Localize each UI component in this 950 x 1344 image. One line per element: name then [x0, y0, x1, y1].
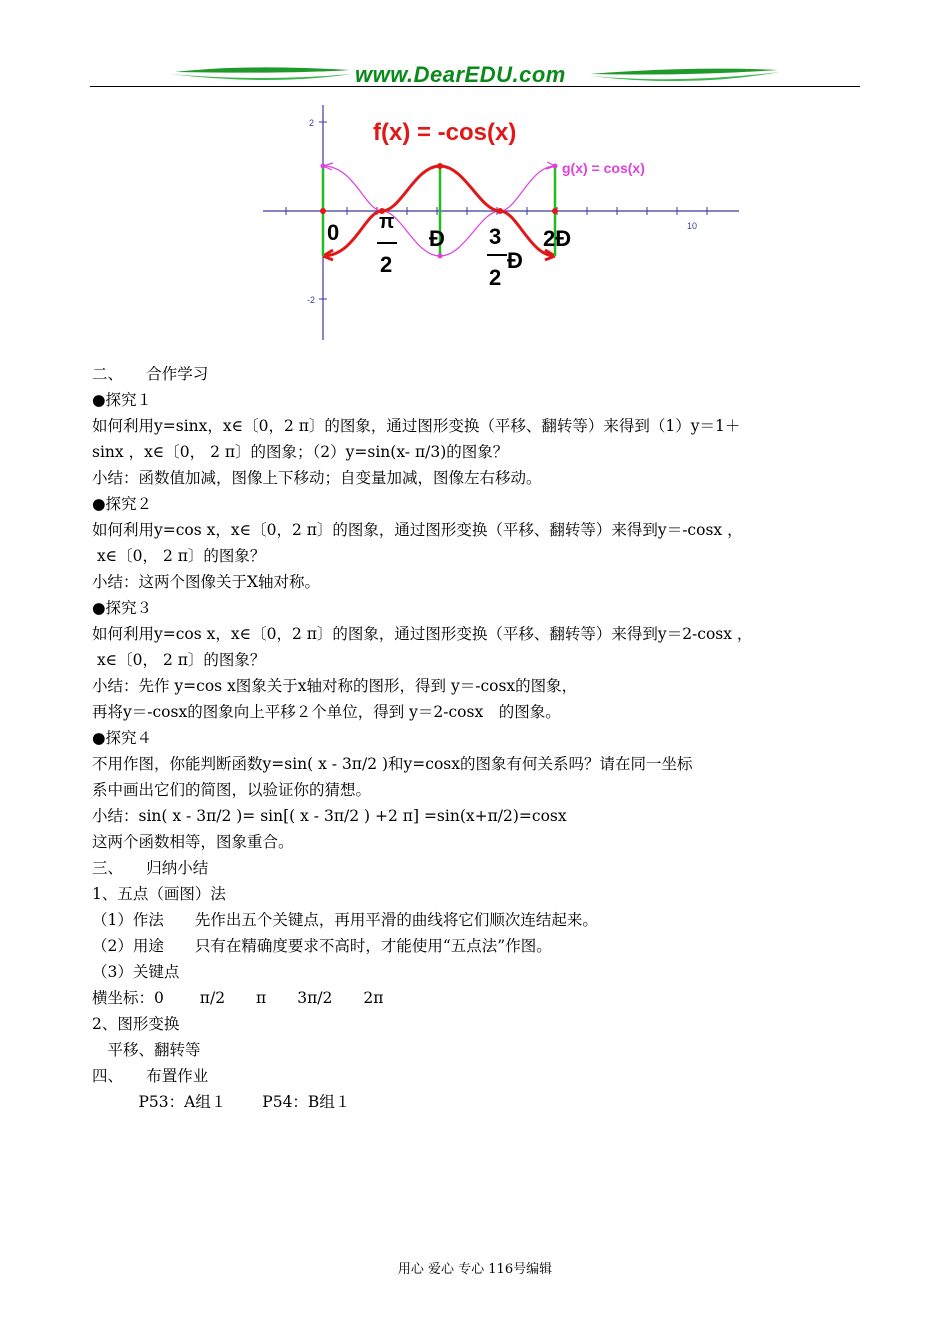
lesson-content [92, 361, 867, 1115]
trig-graph [255, 100, 745, 350]
label-three-half-sym: Ð [507, 248, 523, 273]
y-tick-top: 2 [309, 118, 315, 128]
site-logo: www.DearEDU.com [355, 62, 566, 87]
content-line: ●探究２ [92, 495, 153, 513]
label-zero: 0 [327, 220, 340, 245]
content-line: 1、五点（画图）法 [92, 885, 226, 903]
content-line: 再将y＝-cosx的图象向上平移２个单位，得到 y＝2-cosx 的图象。 [92, 703, 561, 721]
content-line: （3）关键点 [92, 963, 180, 981]
content-line: 四、 布置作业 [92, 1067, 209, 1085]
content-line: 横坐标：0 π/2 π 3π/2 2π [92, 989, 384, 1007]
content-line: 小结：函数值加减，图像上下移动；自变量加减，图像左右移动。 [92, 469, 542, 487]
content-line: 如何利用y=cos x，x∈〔0，2 π〕的图象，通过图形变换（平移、翻转等）来得到y＝-cosx ， [92, 521, 743, 539]
content-line: 小结：这两个图像关于X轴对称。 [92, 573, 321, 591]
content-line: 2、图形变换 [92, 1015, 180, 1033]
content-line: 小结：sin( x - 3π/2 )= sin[( x - 3π/2 ) +2 π] =sin(x+π/2)=cosx [92, 807, 567, 825]
content-line: x∈〔0， 2 π〕的图象？ [92, 651, 266, 669]
content-line: ●探究１ [92, 391, 153, 409]
page-footer: 用心 爱心 专心 116号编辑 [397, 1262, 553, 1277]
label-pi-half-den: 2 [380, 252, 393, 277]
content-line: （1）作法 先作出五个关键点，再用平滑的曲线将它们顺次连结起来。 [92, 911, 598, 929]
content-line: 如何利用y=sinx，x∈〔0，2 π〕的图象，通过图形变换（平移、翻转等）来得到（1）y＝1＋ [92, 417, 741, 435]
x-tick-right: 10 [687, 221, 698, 231]
content-line: P53：A组１ P54：B组１ [92, 1093, 351, 1111]
f-label: f(x) = -cos(x) [373, 119, 517, 146]
label-three-half-num: 3 [489, 224, 502, 249]
header-rule [90, 86, 860, 87]
g-label: g(x) = cos(x) [562, 160, 645, 176]
label-pi: Ð [429, 226, 445, 251]
content-line: ●探究３ [92, 599, 153, 617]
content-line: sinx ，x∈〔0， 2 π〕的图象；（2）y=sin(x- π/3)的图象？ [92, 443, 509, 461]
content-line: x∈〔0， 2 π〕的图象？ [92, 547, 266, 565]
content-line: 不用作图，你能判断函数y=sin( x - 3π/2 )和y=cosx的图象有何关系吗？请在同一坐标 [92, 755, 693, 773]
content-line: 二、 合作学习 [92, 365, 209, 383]
content-line: 三、 归纳小结 [92, 859, 209, 877]
content-line: ●探究４ [92, 729, 153, 747]
label-three-half-den: 2 [489, 265, 502, 290]
label-pi-half-num: π [379, 211, 395, 233]
content-line: 系中画出它们的简图，以验证你的猜想。 [92, 781, 372, 799]
content-line: 如何利用y=cos x，x∈〔0，2 π〕的图象，通过图形变换（平移、翻转等）来得到y＝2-cosx ， [92, 625, 753, 643]
label-two-pi: 2Ð [543, 226, 572, 251]
content-line: 小结：先作 y=cos x图象关于x轴对称的图形，得到 y＝-cosx的图象， [92, 677, 578, 695]
content-line: 这两个函数相等，图象重合。 [92, 833, 294, 851]
y-tick-bottom: -2 [307, 295, 316, 305]
content-line: 平移、翻转等 [92, 1041, 201, 1059]
content-line: （2）用途 只有在精确度要求不高时，才能使用“五点法”作图。 [92, 937, 552, 955]
